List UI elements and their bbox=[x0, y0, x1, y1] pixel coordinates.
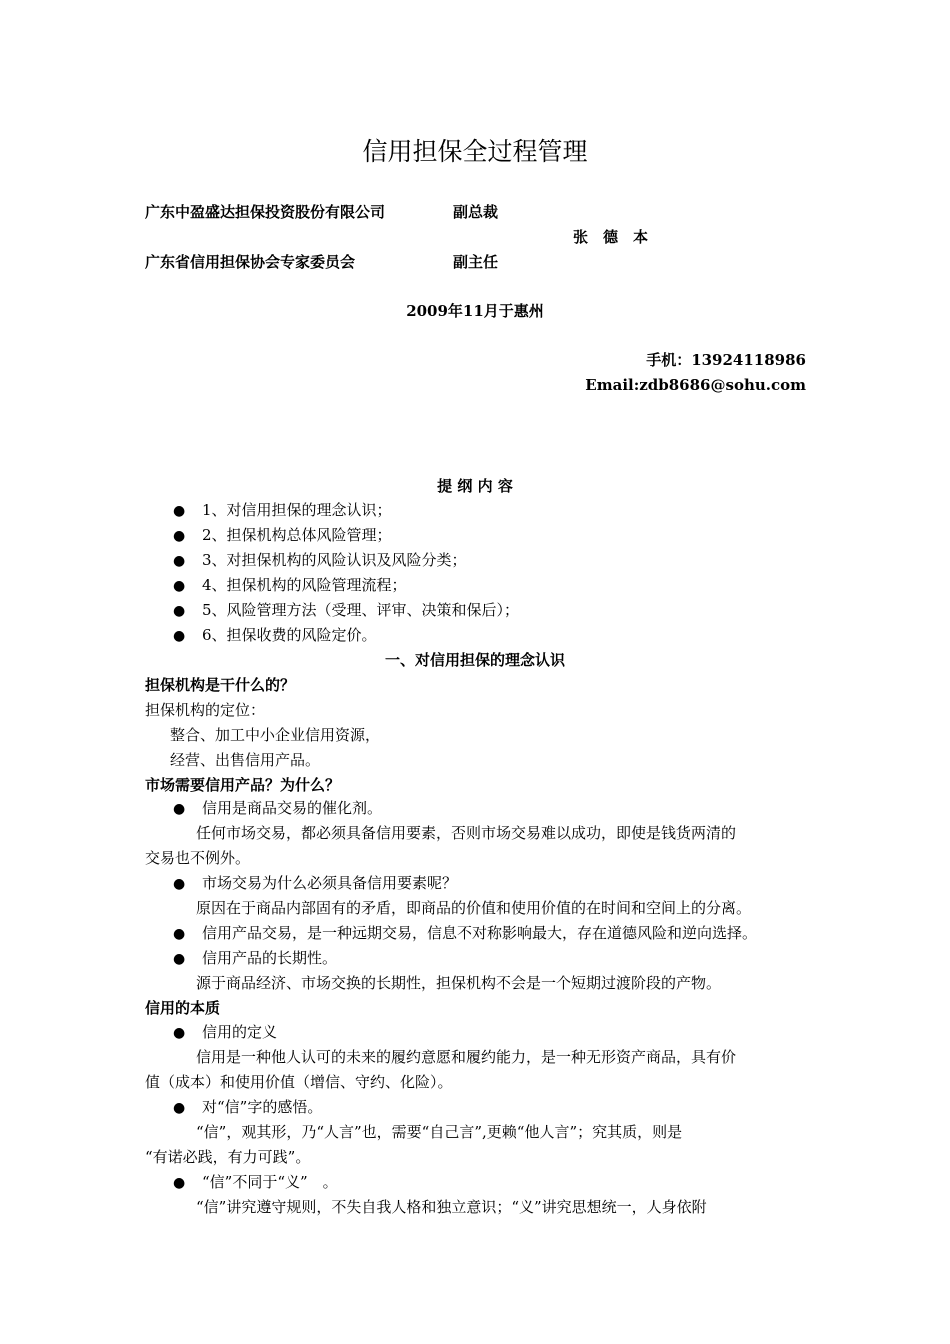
paragraph-line: 原因在于商品内部固有的矛盾，即商品的价值和使用价值的在时间和空间上的分离。 bbox=[196, 899, 752, 917]
list-item: 4、担保机构的风险管理流程； bbox=[202, 576, 407, 594]
bullet-icon: ● bbox=[173, 1025, 186, 1041]
list-item: 信用是商品交易的催化剂。 bbox=[202, 799, 383, 817]
author-role-2: 副主任 bbox=[453, 253, 499, 271]
outline-heading: 提 纲 内 容 bbox=[437, 477, 513, 495]
date-place: 2009年11月于惠州 bbox=[406, 302, 544, 320]
bullet-icon: ● bbox=[173, 603, 186, 619]
author-company-1: 广东中盈盛达担保投资股份有限公司 bbox=[145, 203, 386, 221]
paragraph-line: 任何市场交易，都必须具备信用要素，否则市场交易难以成功，即使是钱货两清的 bbox=[196, 824, 737, 842]
bullet-icon: ● bbox=[173, 801, 186, 817]
list-item: 信用产品的长期性。 bbox=[202, 949, 338, 967]
paragraph-line: 整合、加工中小企业信用资源， bbox=[170, 726, 381, 744]
author-company-2: 广东省信用担保协会专家委员会 bbox=[145, 253, 356, 271]
paragraph-line: 担保机构的定位： bbox=[145, 701, 266, 719]
list-item: 信用的定义 bbox=[202, 1023, 278, 1041]
paragraph-line: 值（成本）和使用价值（增信、守约、化险）。 bbox=[145, 1073, 453, 1091]
bullet-icon: ● bbox=[173, 876, 186, 892]
list-item: 6、担保收费的风险定价。 bbox=[202, 626, 377, 644]
contact-email: Email:zdb8686@sohu.com bbox=[585, 376, 806, 394]
list-item: 5、风险管理方法（受理、评审、决策和保后）； bbox=[202, 601, 520, 619]
question-heading: 担保机构是干什么的？ bbox=[145, 676, 296, 694]
list-item: 对“信”字的感悟。 bbox=[202, 1098, 323, 1116]
paragraph-line: 源于商品经济、市场交换的长期性，担保机构不会是一个短期过渡阶段的产物。 bbox=[196, 974, 722, 992]
bullet-icon: ● bbox=[173, 578, 186, 594]
paragraph-line: 经营、出售信用产品。 bbox=[170, 751, 321, 769]
question-heading: 信用的本质 bbox=[145, 999, 221, 1017]
section-heading: 一、对信用担保的理念认识 bbox=[384, 651, 565, 669]
question-heading: 市场需要信用产品？为什么？ bbox=[145, 776, 341, 794]
bullet-icon: ● bbox=[173, 503, 186, 519]
paragraph-line: “信”，观其形，乃“人言”也，需要“自己言”,更赖“他人言”；究其质，则是 bbox=[196, 1123, 683, 1141]
bullet-icon: ● bbox=[173, 1100, 186, 1116]
bullet-icon: ● bbox=[173, 528, 186, 544]
paragraph-line: “信”讲究遵守规则，不失自我人格和独立意识；“义”讲究思想统一，人身依附 bbox=[196, 1198, 707, 1216]
bullet-icon: ● bbox=[173, 553, 186, 569]
bullet-icon: ● bbox=[173, 951, 186, 967]
author-role-1: 副总裁 bbox=[453, 203, 499, 221]
contact-phone: 手机：13924118986 bbox=[646, 351, 806, 369]
author-name: 张 德 本 bbox=[573, 228, 649, 246]
list-item: 市场交易为什么必须具备信用要素呢？ bbox=[202, 874, 458, 892]
paragraph-line: 交易也不例外。 bbox=[145, 849, 251, 867]
list-item: 信用产品交易，是一种远期交易，信息不对称影响最大，存在道德风险和逆向选择。 bbox=[202, 924, 758, 942]
list-item: 2、担保机构总体风险管理； bbox=[202, 526, 392, 544]
bullet-icon: ● bbox=[173, 628, 186, 644]
paragraph-line: 信用是一种他人认可的未来的履约意愿和履约能力，是一种无形资产商品，具有价 bbox=[196, 1048, 737, 1066]
paragraph-line: “有诺必践，有力可践”。 bbox=[145, 1148, 311, 1166]
list-item: 3、对担保机构的风险认识及风险分类； bbox=[202, 551, 467, 569]
document-title: 信用担保全过程管理 bbox=[362, 137, 588, 166]
bullet-icon: ● bbox=[173, 926, 186, 942]
list-item: “信”不同于“义” 。 bbox=[202, 1173, 338, 1191]
bullet-icon: ● bbox=[173, 1175, 186, 1191]
list-item: 1、对信用担保的理念认识； bbox=[202, 501, 392, 519]
